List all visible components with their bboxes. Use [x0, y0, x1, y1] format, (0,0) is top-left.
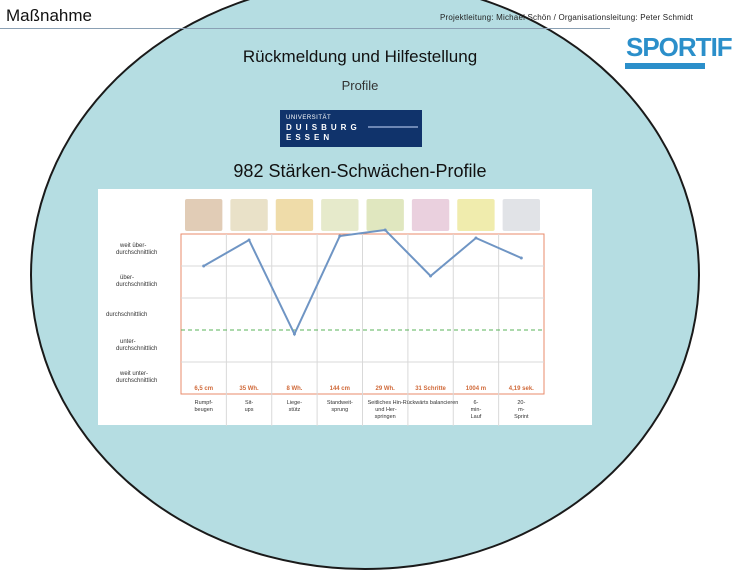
profile-data-point	[520, 257, 523, 260]
y-axis-label: weit über-durchschnittlich	[116, 243, 158, 256]
slide-title: Rückmeldung und Hilfestellung	[242, 47, 478, 66]
chart-caption: 982 Stärken-Schwächen-Profile	[233, 161, 487, 181]
profile-data-point	[429, 275, 432, 278]
profile-chart	[98, 189, 592, 425]
category-label: 6-min-Lauf	[470, 400, 482, 420]
uni-logo-line1: UNIVERSITÄT	[286, 115, 332, 121]
profile-data-point	[202, 265, 205, 268]
category-label: Liege-stütz	[286, 400, 303, 413]
exercise-photo-6	[412, 199, 449, 231]
value-label: 8 Wh.	[286, 386, 303, 392]
value-label: 144 cm	[329, 386, 350, 392]
profile-data-point	[474, 237, 477, 240]
uni-logo-bar	[368, 126, 418, 128]
profile-data-point	[384, 229, 387, 232]
profile-data-point	[248, 239, 251, 242]
page-header-title: Maßnahme	[6, 6, 92, 25]
uni-logo-line2: DUISBURG	[286, 123, 361, 132]
uni-logo-line3: ESSEN	[286, 133, 334, 142]
profile-data-point	[338, 235, 341, 238]
profile-chart-card	[98, 189, 592, 425]
y-axis-label: über-durchschnittlich	[116, 275, 158, 288]
exercise-photo-5	[367, 199, 404, 231]
slide-subtitle: Profile	[341, 78, 379, 93]
exercise-photo-2	[230, 199, 267, 231]
value-label: 6,5 cm	[194, 386, 214, 392]
y-axis-label: weit unter-durchschnittlich	[116, 371, 158, 384]
category-label: 20-m-Sprint	[514, 400, 529, 420]
sportif-brand-text: SPORTIF	[626, 32, 732, 62]
value-label: 31 Schritte	[415, 386, 446, 392]
profile-data-point	[293, 333, 296, 336]
university-logo	[280, 110, 422, 147]
exercise-photo-4	[321, 199, 358, 231]
category-label: Sit-ups	[244, 400, 254, 413]
value-label: 4,19 sek.	[508, 386, 534, 392]
exercise-photo-7	[457, 199, 494, 231]
value-label: 29 Wh.	[375, 386, 395, 392]
header-divider	[0, 28, 610, 29]
y-axis-label: durchschnittlich	[106, 312, 148, 318]
value-label: 1004 m	[465, 386, 487, 392]
exercise-photo-3	[276, 199, 313, 231]
value-label: 35 Wh.	[239, 386, 259, 392]
y-axis-label: unter-durchschnittlich	[116, 339, 158, 352]
project-credit: Projektleitung: Michael Schön / Organisationsleitung: Peter Schmidt	[440, 13, 694, 22]
category-label: Rumpf-beugen	[194, 400, 213, 413]
exercise-photo-8	[503, 199, 540, 231]
category-label: Standweit-sprung	[326, 400, 353, 413]
exercise-photo-1	[185, 199, 222, 231]
category-label: Seitliches Hin- und Her-springen	[367, 400, 403, 420]
category-label: Rückwärts balancieren	[402, 400, 459, 406]
